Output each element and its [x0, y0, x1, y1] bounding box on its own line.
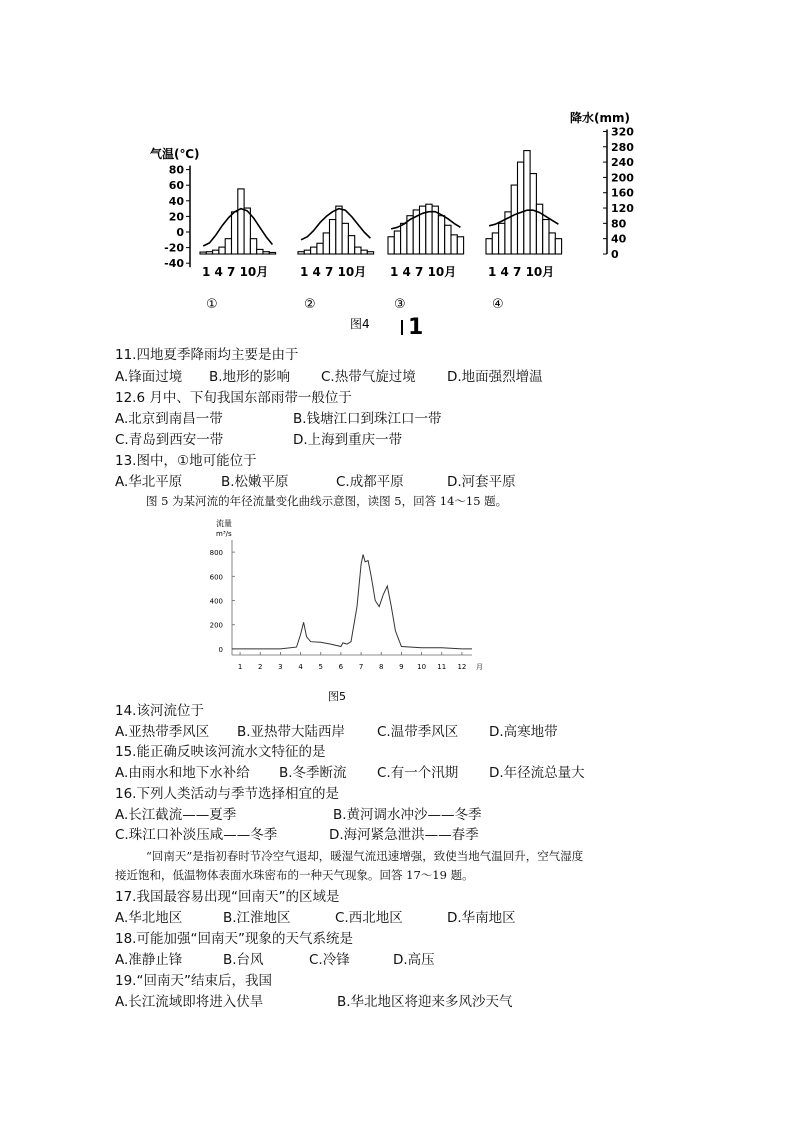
- precipitation-tick-label: 240: [611, 156, 634, 170]
- climate-panel-2: [298, 206, 374, 312]
- precipitation-bar: [367, 252, 373, 254]
- question-14-option-d[interactable]: D.高寒地带: [489, 724, 558, 740]
- climate-panel-4: [486, 151, 562, 312]
- precipitation-bar: [342, 223, 348, 254]
- question-14-stem: 14.该河流位于: [115, 703, 204, 719]
- question-17-option-a[interactable]: A.华北地区: [115, 910, 183, 926]
- precipitation-bar: [457, 237, 463, 254]
- question-12-option-b[interactable]: B.钱塘江口到珠江口一带: [293, 411, 442, 427]
- question-18-option-a[interactable]: A.准静止锋: [115, 952, 183, 968]
- precipitation-bar: [250, 239, 256, 254]
- question-14-option-a[interactable]: A.亚热带季风区: [115, 724, 210, 740]
- precipitation-axis-label: 降水(mm): [570, 111, 630, 125]
- question-18-stem: 18.可能加强“回南天”现象的天气系统是: [115, 931, 353, 947]
- precipitation-bar: [388, 237, 394, 254]
- question-11-option-d[interactable]: D.地面强烈增温: [447, 369, 543, 385]
- precipitation-bar: [492, 233, 498, 254]
- figure-4-caption-extra: 1: [408, 315, 424, 340]
- precipitation-tick-label: 320: [611, 125, 634, 139]
- question-18-option-d[interactable]: D.高压: [393, 952, 435, 968]
- question-17-stem: 17.我国最容易出现“回南天”的区域是: [115, 889, 340, 905]
- figure-4-caption: 图4: [350, 317, 370, 331]
- question-15-option-b[interactable]: B.冬季断流: [279, 765, 347, 781]
- precipitation-bar: [232, 212, 238, 254]
- precipitation-bar: [263, 252, 269, 254]
- figure-5-intro: 图 5 为某河流的年径流量变化曲线示意图，读图 5，回答 14～15 题。: [146, 494, 508, 508]
- precipitation-bar: [225, 239, 231, 254]
- precipitation-bar: [518, 162, 524, 254]
- precipitation-bar: [486, 239, 492, 254]
- question-15-option-d[interactable]: D.年径流总量大: [489, 765, 585, 781]
- chart-x-tick-label: 7: [358, 663, 364, 671]
- precipitation-bar: [555, 239, 561, 254]
- question-16-stem: 16.下列人类活动与季节选择相宜的是: [115, 786, 339, 802]
- precipitation-bar: [394, 231, 400, 254]
- question-12-option-a[interactable]: A.北京到南昌一带: [115, 411, 223, 427]
- precipitation-bar: [530, 174, 536, 254]
- temperature-tick-label: 80: [168, 163, 184, 177]
- question-15-option-c[interactable]: C.有一个汛期: [377, 765, 459, 781]
- chart-x-tick-label: 3: [278, 663, 283, 671]
- precipitation-bar: [336, 206, 342, 254]
- question-13-option-b[interactable]: B.松嫩平原: [221, 474, 289, 490]
- precipitation-bar: [257, 249, 263, 254]
- precipitation-bar: [323, 233, 329, 254]
- climate-panel-label: ④: [492, 297, 504, 312]
- temperature-tick-label: 0: [176, 226, 184, 239]
- question-19-option-a[interactable]: A.长江流域即将进入伏旱: [115, 994, 264, 1010]
- precipitation-bar: [317, 243, 323, 254]
- question-16-option-d[interactable]: D.海河紧急泄洪——春季: [329, 827, 479, 843]
- precipitation-bar: [451, 235, 457, 254]
- chart-y-tick-label: 0: [218, 645, 223, 654]
- question-15-option-a[interactable]: A.由雨水和地下水补给: [115, 765, 250, 781]
- question-13-option-d[interactable]: D.河套平原: [447, 474, 516, 490]
- precipitation-bar: [244, 208, 250, 254]
- climate-panel-label: ①: [206, 297, 218, 312]
- chart-x-tick-label: 5: [318, 663, 323, 671]
- precipitation-tick-label: 160: [611, 186, 634, 200]
- chart-x-axis-label: 月: [476, 663, 483, 671]
- precipitation-bar: [549, 233, 555, 254]
- temperature-tick-label: 40: [168, 194, 184, 208]
- precipitation-bar: [298, 252, 304, 254]
- month-axis-label: 1 4 7 10月: [390, 265, 457, 279]
- question-16-option-b[interactable]: B.黄河调水冲沙——冬季: [333, 807, 482, 823]
- question-17-option-b[interactable]: B.江淮地区: [223, 910, 291, 926]
- precipitation-tick-label: 0: [611, 248, 619, 261]
- question-18-option-c[interactable]: C.冷锋: [309, 952, 350, 968]
- precipitation-bar: [219, 247, 225, 254]
- month-axis-label: 1 4 7 10月: [202, 265, 269, 279]
- question-14-option-b[interactable]: B.亚热带大陆西岸: [237, 724, 346, 740]
- precipitation-bar: [438, 216, 444, 254]
- question-17-option-c[interactable]: C.西北地区: [335, 910, 403, 926]
- question-13-stem: 13.图中，①地可能位于: [115, 453, 257, 469]
- temperature-tick-label: -20: [164, 241, 184, 255]
- precipitation-bar: [511, 185, 517, 254]
- chart-y-tick-label: 800: [209, 549, 223, 558]
- chart-x-tick-label: 10: [417, 663, 427, 671]
- climate-panel-label: ③: [394, 297, 406, 312]
- climate-panel-3: [388, 204, 464, 312]
- question-18-option-b[interactable]: B.台风: [223, 952, 264, 968]
- question-16-option-a[interactable]: A.长江截流——夏季: [115, 807, 237, 823]
- question-11-option-c[interactable]: C.热带气旋过境: [321, 369, 416, 385]
- question-11-option-b[interactable]: B.地形的影响: [209, 369, 291, 385]
- chart-x-tick-label: 8: [379, 663, 384, 671]
- precipitation-bar: [355, 247, 361, 254]
- passage-line-2: 接近饱和，低温物体表面水珠密布的一种天气现象。回答 17～19 题。: [115, 868, 474, 882]
- climate-panel-label: ②: [304, 297, 316, 312]
- runoff-series-line: [232, 555, 472, 649]
- temperature-tick-label: -40: [164, 257, 184, 271]
- question-12-option-c[interactable]: C.青岛到西安一带: [115, 432, 224, 448]
- figure-5-runoff-chart: [200, 510, 490, 705]
- chart-ylabel: 流量: [216, 519, 232, 528]
- temperature-axis-label: 气温(℃): [150, 147, 200, 161]
- question-13-option-c[interactable]: C.成都平原: [336, 474, 404, 490]
- question-17-option-d[interactable]: D.华南地区: [447, 910, 516, 926]
- question-11-stem: 11.四地夏季降雨均主要是由于: [115, 347, 299, 363]
- figure-4-climate-charts: [0, 0, 794, 345]
- temperature-tick-label: 60: [168, 179, 184, 193]
- question-11-option-a[interactable]: A.锋面过境: [115, 369, 183, 385]
- precipitation-bar: [206, 252, 212, 254]
- precipitation-bar: [401, 223, 407, 254]
- precipitation-bar: [445, 225, 451, 254]
- precipitation-bar: [311, 247, 317, 254]
- precipitation-tick-label: 120: [611, 202, 634, 216]
- precipitation-bar: [304, 250, 310, 254]
- question-14-option-c[interactable]: C.温带季风区: [377, 724, 459, 740]
- chart-x-tick-label: 11: [437, 663, 447, 671]
- precipitation-bar: [348, 236, 354, 254]
- precipitation-tick-label: 200: [611, 171, 634, 185]
- chart-x-tick-label: 1: [237, 663, 243, 671]
- chart-x-tick-label: 6: [338, 663, 344, 671]
- passage-line-1: “回南天”是指初春时节冷空气退却，暖湿气流迅速增强，致使当地气温回升，空气湿度: [146, 849, 584, 863]
- month-axis-label: 1 4 7 10月: [488, 265, 555, 279]
- precipitation-tick-label: 280: [611, 140, 634, 154]
- precipitation-bar: [200, 252, 206, 254]
- precipitation-bar: [499, 223, 505, 254]
- precipitation-bar: [213, 250, 219, 254]
- question-13-option-a[interactable]: A.华北平原: [115, 474, 183, 490]
- chart-x-tick-label: 2: [258, 663, 263, 671]
- precipitation-bar: [330, 220, 336, 254]
- chart-x-tick-label: 4: [298, 663, 303, 671]
- climate-panel-1: [200, 189, 276, 312]
- question-16-option-c[interactable]: C.珠江口补淡压咸——冬季: [115, 827, 278, 843]
- question-12-stem: 12.6 月中、下旬我国东部雨带一般位于: [115, 390, 352, 406]
- chart-y-tick-label: 400: [209, 597, 223, 606]
- precipitation-bar: [524, 151, 530, 254]
- question-19-option-b[interactable]: B.华北地区将迎来多风沙天气: [337, 994, 513, 1010]
- precipitation-bar: [238, 189, 244, 254]
- chart-y-tick-label: 200: [209, 621, 223, 630]
- precipitation-bar: [361, 250, 367, 254]
- figure-5-caption: 图5: [328, 690, 346, 703]
- month-axis-label: 1 4 7 10月: [300, 265, 367, 279]
- question-15-stem: 15.能正确反映该河流水文特征的是: [115, 744, 326, 760]
- chart-yunit: m³/s: [216, 530, 232, 538]
- precipitation-bar: [543, 220, 549, 254]
- temperature-tick-label: 20: [168, 210, 184, 224]
- precipitation-tick-label: 80: [611, 217, 627, 231]
- chart-y-tick-label: 600: [209, 573, 223, 582]
- question-19-stem: 19.“回南天”结束后，我国: [115, 973, 272, 989]
- chart-x-tick-label: 9: [399, 663, 404, 671]
- precipitation-bar: [269, 252, 275, 254]
- question-12-option-d[interactable]: D.上海到重庆一带: [293, 432, 403, 448]
- precipitation-tick-label: 40: [611, 232, 627, 246]
- chart-x-tick-label: 12: [457, 663, 467, 671]
